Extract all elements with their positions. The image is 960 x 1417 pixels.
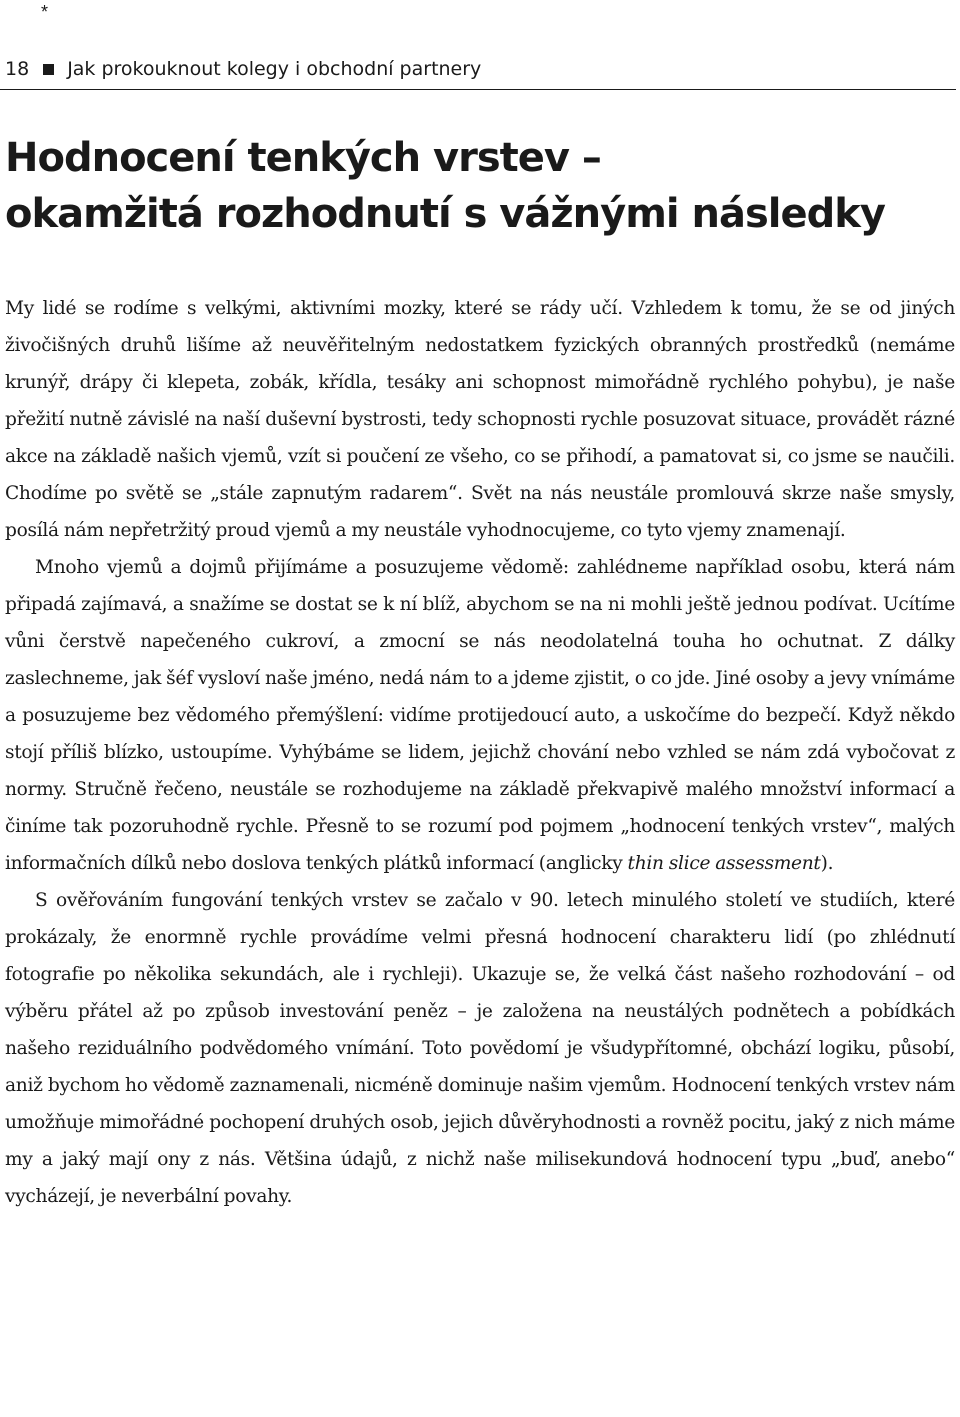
section-title-line-2: okamžitá rozhodnutí s vážnými následky [5, 191, 885, 237]
page-mark: * [41, 2, 49, 22]
square-bullet-icon [43, 64, 54, 75]
chapter-title: Jak prokouknout kolegy i obchodní partnery [67, 58, 482, 80]
paragraph-2-text: Mnoho vjemů a dojmů přijímáme a posuzujeme vědomě: zahlédneme například osobu, která nám připadá zajímavá, a snažíme se dostat se k ní blíž, abychom se na ni mohli ještě jednou podívat. Ucítíme vůni čerstvě napečeného cukroví, a zmocní se nás neodolatelná touha ho ochutnat. Z dálky zaslechneme, jak šéf vysloví naše jméno, nedá nám to a jdeme zjistit, o co jde. Jiné osoby a jevy vnímáme a posuzujeme bez vědomého přemýšlení: vidíme protijedoucí auto, a uskočíme do bezpečí. Když někdo stojí příliš blízko, ustoupíme. Vyhýbáme se lidem, jejichž chování nebo vzhled se nám zdá vybočovat z normy. Stručně řečeno, neustále se rozhodujeme na základě překvapivě malého množství informací a činíme tak pozoruhodně rychle. Přesně to se rozumí pod pojmem „hodnocení tenkých vrstev“, malých informačních dílků nebo doslova tenkých plátků informací (anglicky [5, 557, 955, 874]
running-header [5, 57, 481, 81]
page-number: 18 [5, 58, 30, 80]
paragraph-3: S ověřováním fungování tenkých vrstev se začalo v 90. letech minulého století ve studiích, které prokázaly, že enormně rychle provádíme velmi přesná hodnocení charakteru lidí (po zhlédnutí fotografie po několika sekundách, ale i rychleji). Ukazuje se, že velká část našeho rozhodování – od výběru přátel až po způsob investování peněz – je založena na neustálých podnětech a pobídkách našeho reziduálního podvědomého vnímání. Toto povědomí je všudypřítomné, obchází logiku, působí, aniž bychom ho vědomě zaznamenali, nicméně dominuje našim vjemům. Hodnocení tenkých vrstev nám umožňuje mimořádné pochopení druhých osob, jejich důvěryhodnosti a rovněž pocitu, jaký z nich máme my a jaký mají ony z nás. Většina údajů, z nichž naše milisekundová hodnocení typu „buď, anebo“ vycházejí, je neverbální povahy. [5, 890, 955, 1207]
article-body [5, 290, 955, 1215]
paragraph-2-italic-term: thin slice assessment [627, 853, 821, 874]
paragraph-1: My lidé se rodíme s velkými, aktivními mozky, které se rády učí. Vzhledem k tomu, že se od jiných živočišných druhů lišíme až neuvěřitelným nedostatkem fyzických obranných prostředků (nemáme krunýř, drápy či klepeta, zobák, křídla, tesáky ani schopnost mimořádně rychlého pohybu), je naše přežití nutně závislé na naší duševní bystrosti, tedy schopnosti rychle posuzovat situace, provádět rázné akce na základě našich vjemů, vzít si poučení ze všeho, co se přihodí, a pamatovat si, co jsme se naučili. Chodíme po světě se „stále zapnutým radarem“. Svět na nás neustále promlouvá skrze naše smysly, posílá nám nepřetržitý proud vjemů a my neustále vyhodnocujeme, co tyto vjemy znamenají. [5, 298, 955, 541]
paragraph-2-end: ). [820, 853, 834, 874]
header-rule [0, 89, 956, 90]
paragraph-2 [5, 549, 955, 882]
section-title [5, 130, 885, 242]
section-title-line-1: Hodnocení tenkých vrstev – [5, 135, 601, 181]
